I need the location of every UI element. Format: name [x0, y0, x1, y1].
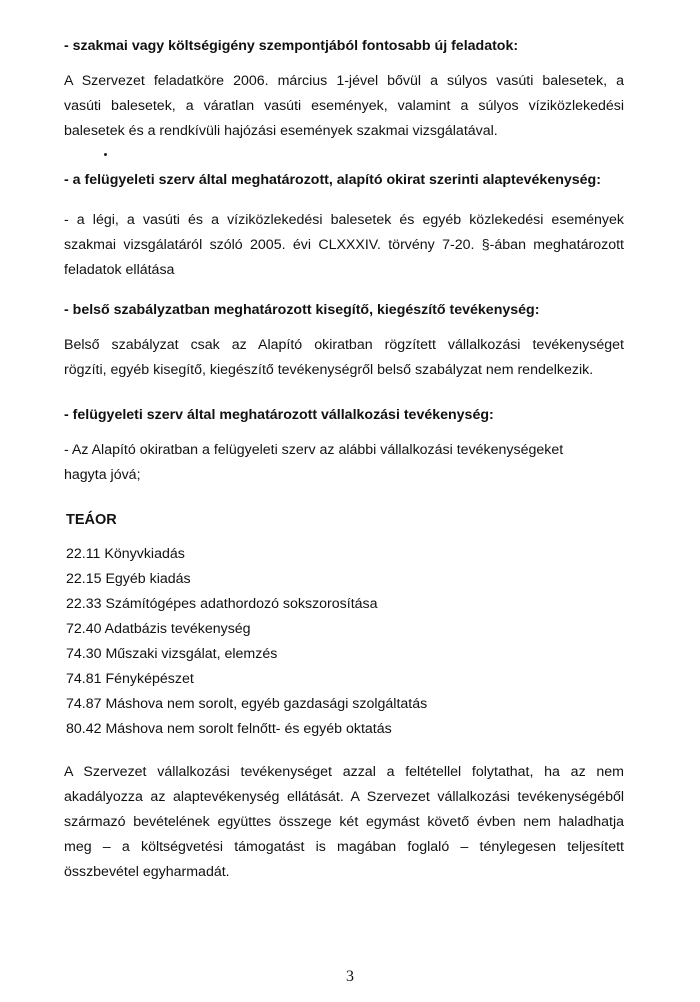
section-body-auxiliary-activity: [64, 333, 624, 383]
paragraph-line: szakmai vizsgálatáról szóló 2005. évi CLXXXIV. törvény 7-20. §-ában meghatározott: [64, 237, 624, 253]
paragraph-line: meg – a költségvetési támogatást is magában foglaló – ténylegesen teljesített: [64, 839, 624, 855]
paragraph-line: balesetek és a rendkívüli hajózási események szakmai vizsgálatával.: [64, 123, 498, 139]
paragraph-line: származó bevételének együttes összege két egymást követő évben nem haladhatja: [64, 814, 624, 830]
teaor-list: [66, 542, 586, 742]
closing-paragraph: [64, 760, 624, 885]
paragraph-line: A Szervezet feladatköre 2006. március 1-jével bővül a súlyos vasúti balesetek, a: [64, 73, 624, 89]
teaor-item: 72.40 Adatbázis tevékenység: [66, 621, 251, 637]
teaor-item: 22.33 Számítógépes adathordozó sokszorosítása: [66, 596, 378, 612]
section-body-core-activity: [64, 208, 624, 283]
teaor-item: 22.15 Egyéb kiadás: [66, 571, 191, 587]
paragraph-line: - a légi, a vasúti és a víziközlekedési balesetek és egyéb közlekedési események: [64, 212, 624, 228]
teaor-item: 74.81 Fényképészet: [66, 671, 194, 687]
stray-dot-mark: [104, 153, 107, 156]
paragraph-line: A Szervezet vállalkozási tevékenységet azzal a feltétellel folytathat, ha az nem: [64, 764, 624, 780]
section-body-new-tasks: [64, 69, 624, 144]
teaor-title: TEÁOR: [66, 512, 117, 528]
section-heading-new-tasks: - szakmai vagy költségigény szempontjából fontosabb új feladatok:: [64, 38, 519, 54]
page-number: 3: [346, 968, 354, 985]
teaor-item: 74.87 Máshova nem sorolt, egyéb gazdasági szolgáltatás: [66, 696, 428, 712]
paragraph-line: összbevétel egyharmadát.: [64, 864, 230, 880]
teaor-item: 80.42 Máshova nem sorolt felnőtt- és egyéb oktatás: [66, 721, 392, 737]
section-heading-auxiliary-activity: - belső szabályzatban meghatározott kisegítő, kiegészítő tevékenység:: [64, 302, 540, 318]
paragraph-line: Belső szabályzat csak az Alapító okiratban rögzített vállalkozási tevékenységet: [64, 337, 624, 353]
paragraph-line: vasúti balesetek, a váratlan vasúti események, valamint a súlyos víziközlekedési: [64, 98, 624, 114]
section-heading-business-activity: - felügyeleti szerv által meghatározott vállalkozási tevékenység:: [64, 407, 494, 423]
section-body-business-activity: [64, 438, 624, 488]
paragraph-line: akadályozza az alaptevékenység ellátását. A Szervezet vállalkozási tevékenységéből: [64, 789, 624, 805]
teaor-item: 22.11 Könyvkiadás: [66, 546, 185, 562]
paragraph-line: - Az Alapító okiratban a felügyeleti szerv az alábbi vállalkozási tevékenységeket: [64, 442, 564, 458]
paragraph-line: feladatok ellátása: [64, 262, 175, 278]
paragraph-line: hagyta jóvá;: [64, 467, 141, 483]
paragraph-line: rögzíti, egyéb kisegítő, kiegészítő tevékenységről belső szabályzat nem rendelkezik.: [64, 362, 594, 378]
teaor-item: 74.30 Műszaki vizsgálat, elemzés: [66, 646, 278, 662]
section-heading-core-activity: - a felügyeleti szerv által meghatározott, alapító okirat szerinti alaptevékenység:: [64, 172, 601, 188]
